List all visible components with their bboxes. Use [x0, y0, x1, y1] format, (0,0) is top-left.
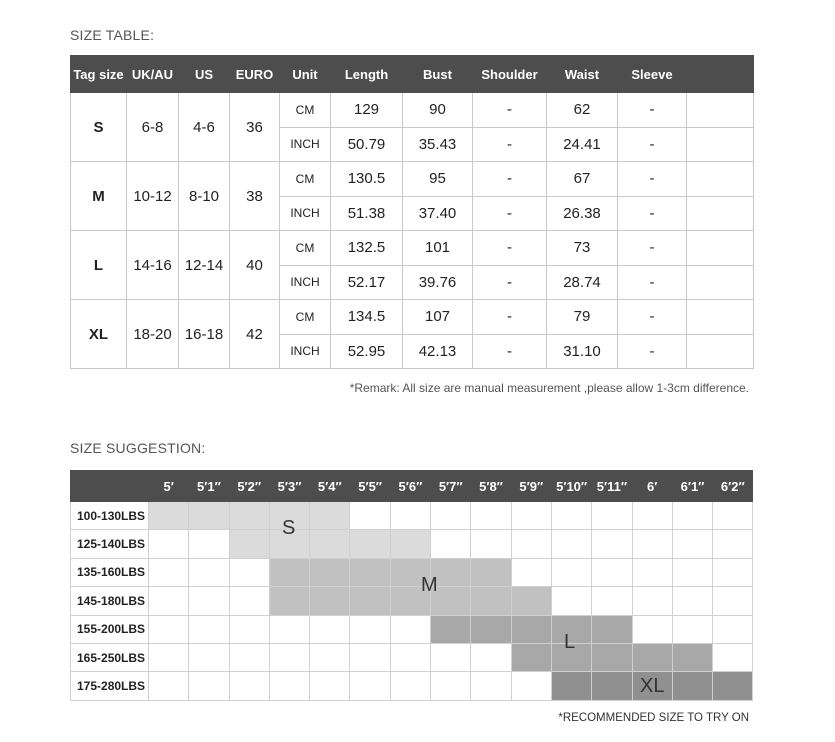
empty-cell [431, 672, 471, 700]
empty-cell [551, 558, 591, 586]
empty-cell [390, 502, 430, 530]
us-cell: 16-18 [179, 300, 230, 369]
empty-cell [713, 502, 753, 530]
unit-cell: CM [280, 162, 331, 197]
unit-cell: CM [280, 93, 331, 128]
size-region-label-l: L [564, 631, 576, 653]
length-cell: 51.38 [331, 196, 403, 231]
height-header: 5′7″ [431, 471, 471, 502]
empty-cell [632, 530, 672, 558]
sleeve-cell: - [618, 127, 687, 162]
shoulder-cell: - [473, 162, 547, 197]
empty-cell [229, 615, 269, 643]
empty-cell [713, 530, 753, 558]
empty-cell [511, 672, 551, 700]
empty-cell [149, 615, 189, 643]
empty-cell [471, 502, 511, 530]
empty-cell [390, 643, 430, 671]
waist-cell: 62 [547, 93, 618, 128]
unit-cell: INCH [280, 127, 331, 162]
empty-cell [713, 558, 753, 586]
bust-cell: 35.43 [403, 127, 473, 162]
empty-cell [687, 300, 754, 335]
size-cell-l [672, 643, 712, 671]
size-region-label-xl: XL [640, 675, 665, 697]
height-header: 6′ [632, 471, 672, 502]
size-table [70, 55, 754, 369]
empty-cell [189, 615, 229, 643]
empty-cell [672, 615, 712, 643]
bust-cell: 37.40 [403, 196, 473, 231]
empty-cell [592, 530, 632, 558]
unit-cell: CM [280, 300, 331, 335]
uk-au-cell: 18-20 [127, 300, 179, 369]
empty-cell [551, 587, 591, 615]
size-cell-s [229, 502, 269, 530]
header-bust: Bust [403, 56, 473, 93]
recommended-note: *RECOMMENDED SIZE TO TRY ON [558, 712, 749, 724]
empty-cell [149, 558, 189, 586]
euro-cell: 42 [230, 300, 280, 369]
empty-cell [632, 502, 672, 530]
height-header: 6′2″ [713, 471, 753, 502]
weight-label: 100-130LBS [71, 502, 149, 530]
us-cell: 12-14 [179, 231, 230, 300]
empty-cell [350, 672, 390, 700]
empty-cell [713, 615, 753, 643]
empty-cell [687, 93, 754, 128]
length-cell: 132.5 [331, 231, 403, 266]
empty-cell [189, 587, 229, 615]
sleeve-cell: - [618, 334, 687, 369]
size-cell-l [511, 615, 551, 643]
empty-cell [149, 530, 189, 558]
empty-cell [511, 502, 551, 530]
empty-cell [592, 558, 632, 586]
waist-cell: 73 [547, 231, 618, 266]
size-cell-s [310, 502, 350, 530]
empty-cell [149, 672, 189, 700]
weight-label: 175-280LBS [71, 672, 149, 700]
empty-cell [350, 615, 390, 643]
empty-cell [269, 643, 309, 671]
weight-row [71, 530, 753, 558]
size-table-row [71, 300, 754, 335]
weight-label: 165-250LBS [71, 643, 149, 671]
empty-cell [672, 530, 712, 558]
empty-cell [229, 587, 269, 615]
waist-cell: 67 [547, 162, 618, 197]
header-shoulder: Shoulder [473, 56, 547, 93]
empty-cell [687, 334, 754, 369]
us-cell: 8-10 [179, 162, 230, 231]
length-cell: 134.5 [331, 300, 403, 335]
shoulder-cell: - [473, 196, 547, 231]
empty-cell [687, 231, 754, 266]
weight-label: 155-200LBS [71, 615, 149, 643]
size-cell-xl [672, 672, 712, 700]
length-cell: 50.79 [331, 127, 403, 162]
size-cell-s [350, 530, 390, 558]
sleeve-cell: - [618, 196, 687, 231]
weight-row [71, 502, 753, 530]
unit-cell: INCH [280, 196, 331, 231]
size-cell-l [592, 643, 632, 671]
empty-cell [632, 615, 672, 643]
bust-cell: 95 [403, 162, 473, 197]
unit-cell: INCH [280, 265, 331, 300]
empty-cell [390, 672, 430, 700]
shoulder-cell: - [473, 334, 547, 369]
sleeve-cell: - [618, 300, 687, 335]
empty-cell [592, 502, 632, 530]
length-cell: 130.5 [331, 162, 403, 197]
empty-cell [471, 643, 511, 671]
size-region-label-m: M [421, 574, 438, 596]
weight-row [71, 587, 753, 615]
empty-cell [229, 558, 269, 586]
size-suggestion-title: SIZE SUGGESTION: [70, 440, 206, 456]
empty-cell [431, 502, 471, 530]
tag-size-cell: L [71, 231, 127, 300]
empty-cell [189, 672, 229, 700]
empty-cell [189, 558, 229, 586]
waist-cell: 26.38 [547, 196, 618, 231]
weight-row [71, 615, 753, 643]
empty-cell [229, 643, 269, 671]
unit-cell: CM [280, 231, 331, 266]
corner-cell [71, 471, 149, 502]
empty-cell [310, 615, 350, 643]
waist-cell: 31.10 [547, 334, 618, 369]
header-waist: Waist [547, 56, 618, 93]
empty-cell [310, 643, 350, 671]
us-cell: 4-6 [179, 93, 230, 162]
size-cell-m [310, 558, 350, 586]
empty-cell [149, 587, 189, 615]
empty-cell [713, 643, 753, 671]
size-cell-m [471, 558, 511, 586]
shoulder-cell: - [473, 300, 547, 335]
size-table-row [71, 162, 754, 197]
size-cell-s [189, 502, 229, 530]
empty-cell [269, 615, 309, 643]
size-table-title: SIZE TABLE: [70, 27, 155, 43]
length-cell: 129 [331, 93, 403, 128]
height-header: 5′8″ [471, 471, 511, 502]
empty-cell [713, 587, 753, 615]
empty-cell [687, 162, 754, 197]
empty-cell [551, 502, 591, 530]
empty-cell [687, 196, 754, 231]
empty-cell [350, 502, 390, 530]
size-cell-s [229, 530, 269, 558]
size-cell-s [310, 530, 350, 558]
size-cell-l [431, 615, 471, 643]
empty-cell [687, 265, 754, 300]
empty-cell [672, 558, 712, 586]
sleeve-cell: - [618, 162, 687, 197]
size-cell-l [632, 643, 672, 671]
empty-cell [632, 558, 672, 586]
size-cell-s [390, 530, 430, 558]
empty-cell [632, 587, 672, 615]
size-cell-m [511, 587, 551, 615]
euro-cell: 36 [230, 93, 280, 162]
height-header: 5′10″ [551, 471, 591, 502]
empty-cell [471, 530, 511, 558]
weight-row [71, 643, 753, 671]
empty-cell [149, 643, 189, 671]
size-cell-l [511, 643, 551, 671]
header-tag-size: Tag size [71, 56, 127, 93]
empty-cell [310, 672, 350, 700]
tag-size-cell: S [71, 93, 127, 162]
empty-cell [511, 558, 551, 586]
height-header: 5′6″ [390, 471, 430, 502]
length-cell: 52.95 [331, 334, 403, 369]
empty-cell [350, 643, 390, 671]
height-header: 5′9″ [511, 471, 551, 502]
height-header: 5′2″ [229, 471, 269, 502]
header-unit: Unit [280, 56, 331, 93]
empty-cell [672, 587, 712, 615]
waist-cell: 79 [547, 300, 618, 335]
empty-cell [592, 587, 632, 615]
bust-cell: 90 [403, 93, 473, 128]
height-header: 5′3″ [269, 471, 309, 502]
size-cell-xl [592, 672, 632, 700]
empty-cell [229, 672, 269, 700]
empty-cell [431, 530, 471, 558]
header-sleeve: Sleeve [618, 56, 687, 93]
shoulder-cell: - [473, 265, 547, 300]
header-euro: EURO [230, 56, 280, 93]
header-length: Length [331, 56, 403, 93]
size-cell-m [310, 587, 350, 615]
empty-cell [672, 502, 712, 530]
bust-cell: 107 [403, 300, 473, 335]
height-header: 5′5″ [350, 471, 390, 502]
size-cell-m [269, 587, 309, 615]
empty-cell [189, 530, 229, 558]
empty-cell [431, 643, 471, 671]
bust-cell: 42.13 [403, 334, 473, 369]
length-cell: 52.17 [331, 265, 403, 300]
uk-au-cell: 6-8 [127, 93, 179, 162]
height-header-row [71, 471, 753, 502]
height-header: 5′1″ [189, 471, 229, 502]
waist-cell: 24.41 [547, 127, 618, 162]
size-table-row [71, 231, 754, 266]
tag-size-cell: XL [71, 300, 127, 369]
size-cell-l [471, 615, 511, 643]
shoulder-cell: - [473, 93, 547, 128]
size-region-label-s: S [282, 517, 296, 539]
empty-cell [511, 530, 551, 558]
tag-size-cell: M [71, 162, 127, 231]
empty-cell [687, 127, 754, 162]
bust-cell: 101 [403, 231, 473, 266]
empty-cell [390, 615, 430, 643]
euro-cell: 40 [230, 231, 280, 300]
uk-au-cell: 14-16 [127, 231, 179, 300]
euro-cell: 38 [230, 162, 280, 231]
shoulder-cell: - [473, 231, 547, 266]
empty-cell [189, 643, 229, 671]
empty-cell [551, 530, 591, 558]
header-uk-au: UK/AU [127, 56, 179, 93]
waist-cell: 28.74 [547, 265, 618, 300]
size-suggestion-table [70, 470, 753, 701]
empty-cell [269, 672, 309, 700]
size-cell-xl [713, 672, 753, 700]
remark-note: *Remark: All size are manual measurement ,please allow 1-3cm difference. [349, 381, 749, 395]
height-header: 5′11″ [592, 471, 632, 502]
size-cell-l [592, 615, 632, 643]
size-cell-xl [551, 672, 591, 700]
sleeve-cell: - [618, 93, 687, 128]
size-cell-m [350, 558, 390, 586]
height-header: 6′1″ [672, 471, 712, 502]
size-cell-m [350, 587, 390, 615]
bust-cell: 39.76 [403, 265, 473, 300]
shoulder-cell: - [473, 127, 547, 162]
size-table-row [71, 93, 754, 128]
weight-label: 125-140LBS [71, 530, 149, 558]
weight-label: 135-160LBS [71, 558, 149, 586]
empty-cell [471, 672, 511, 700]
sleeve-cell: - [618, 231, 687, 266]
sleeve-cell: - [618, 265, 687, 300]
size-cell-s [149, 502, 189, 530]
unit-cell: INCH [280, 334, 331, 369]
size-cell-m [269, 558, 309, 586]
header-us: US [179, 56, 230, 93]
weight-label: 145-180LBS [71, 587, 149, 615]
weight-row [71, 558, 753, 586]
header-empty [687, 56, 754, 93]
height-header: 5′4″ [310, 471, 350, 502]
uk-au-cell: 10-12 [127, 162, 179, 231]
size-cell-m [471, 587, 511, 615]
height-header: 5′ [149, 471, 189, 502]
size-table-header-row [71, 56, 754, 93]
